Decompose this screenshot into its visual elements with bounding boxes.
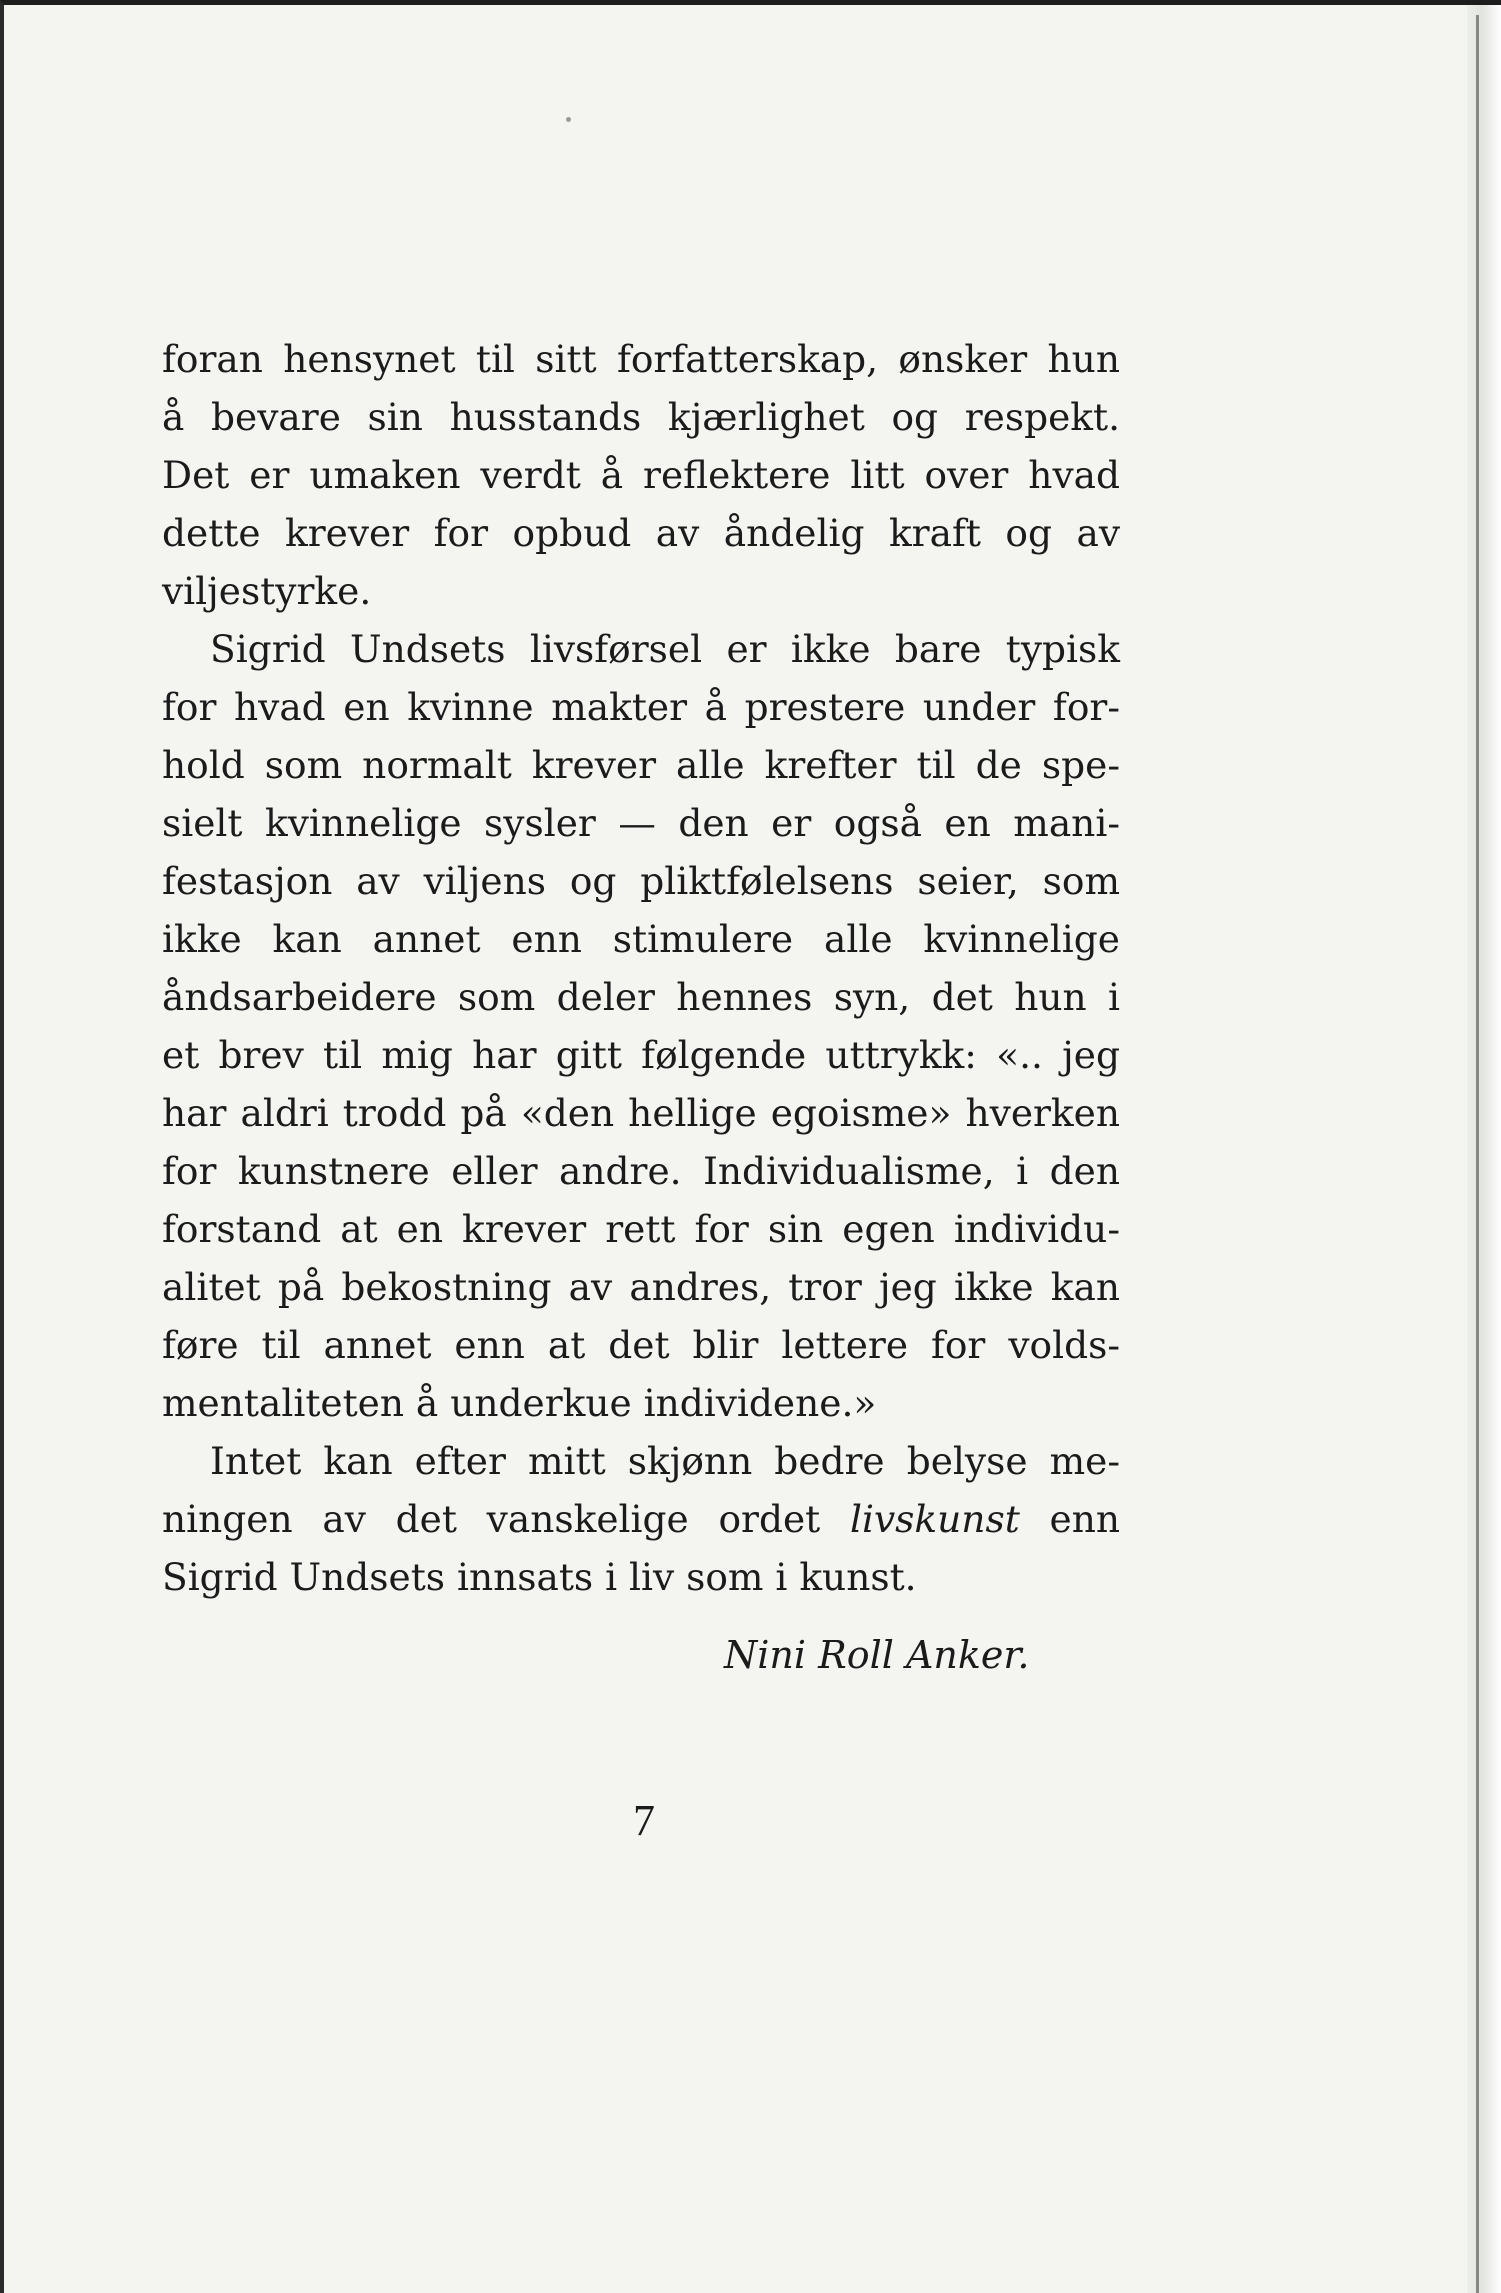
dust-speck [566, 117, 571, 122]
text-line: Intet kan efter mitt skjønn bedre belyse me- [210, 1439, 1120, 1483]
text-line: føre til annet enn at det blir lettere for volds- [162, 1323, 1120, 1367]
text-line: hold som normalt krever alle krefter til de spe- [162, 743, 1120, 787]
page-edge [1467, 5, 1501, 2293]
text-line: Sigrid Undsets innsats i liv som i kunst. [162, 1555, 917, 1599]
text-line: sielt kvinnelige sysler — den er også en mani- [162, 801, 1120, 845]
text-line: forstand at en krever rett for sin egen individu- [162, 1207, 1120, 1251]
author-signature: Nini Roll Anker. [724, 1633, 1030, 1677]
page-edge-shadow [1476, 15, 1479, 2293]
text-line: festasjon av viljens og pliktfølelsens seier, som [162, 859, 1120, 903]
body-text [162, 330, 1120, 1606]
text-line: å bevare sin husstands kjærlighet og respekt. [162, 395, 1120, 439]
text-line-with-italic [162, 1490, 1120, 1548]
italic-word: livskunst [850, 1497, 1020, 1541]
text-line: har aldri trodd på «den hellige egoisme» hverken [162, 1091, 1120, 1135]
text-line: for kunstnere eller andre. Individualisme, i den [162, 1149, 1120, 1193]
text-line: Sigrid Undsets livsførsel er ikke bare typisk [210, 627, 1120, 671]
text-line: ikke kan annet enn stimulere alle kvinnelige [162, 917, 1120, 961]
text-line: åndsarbeidere som deler hennes syn, det hun i [162, 975, 1120, 1019]
text-line: for hvad en kvinne makter å prestere under for- [162, 685, 1120, 729]
text-line: alitet på bekostning av andres, tror jeg ikke kan [162, 1265, 1120, 1309]
text-line: mentaliteten å underkue individene.» [162, 1381, 877, 1425]
text-line: et brev til mig har gitt følgende uttrykk: «.. jeg [162, 1033, 1120, 1077]
text-line: Det er umaken verdt å reflektere litt over hvad [162, 453, 1120, 497]
page-number: 7 [633, 1796, 655, 1845]
text-line: dette krever for opbud av åndelig kraft og av [162, 511, 1120, 555]
text-segment: enn [1049, 1497, 1121, 1541]
text-line: viljestyrke. [162, 569, 372, 613]
text-segment: ningen av det vanskelige ordet [162, 1497, 821, 1541]
text-line: foran hensynet til sitt forfatterskap, ønsker hun [162, 337, 1120, 381]
